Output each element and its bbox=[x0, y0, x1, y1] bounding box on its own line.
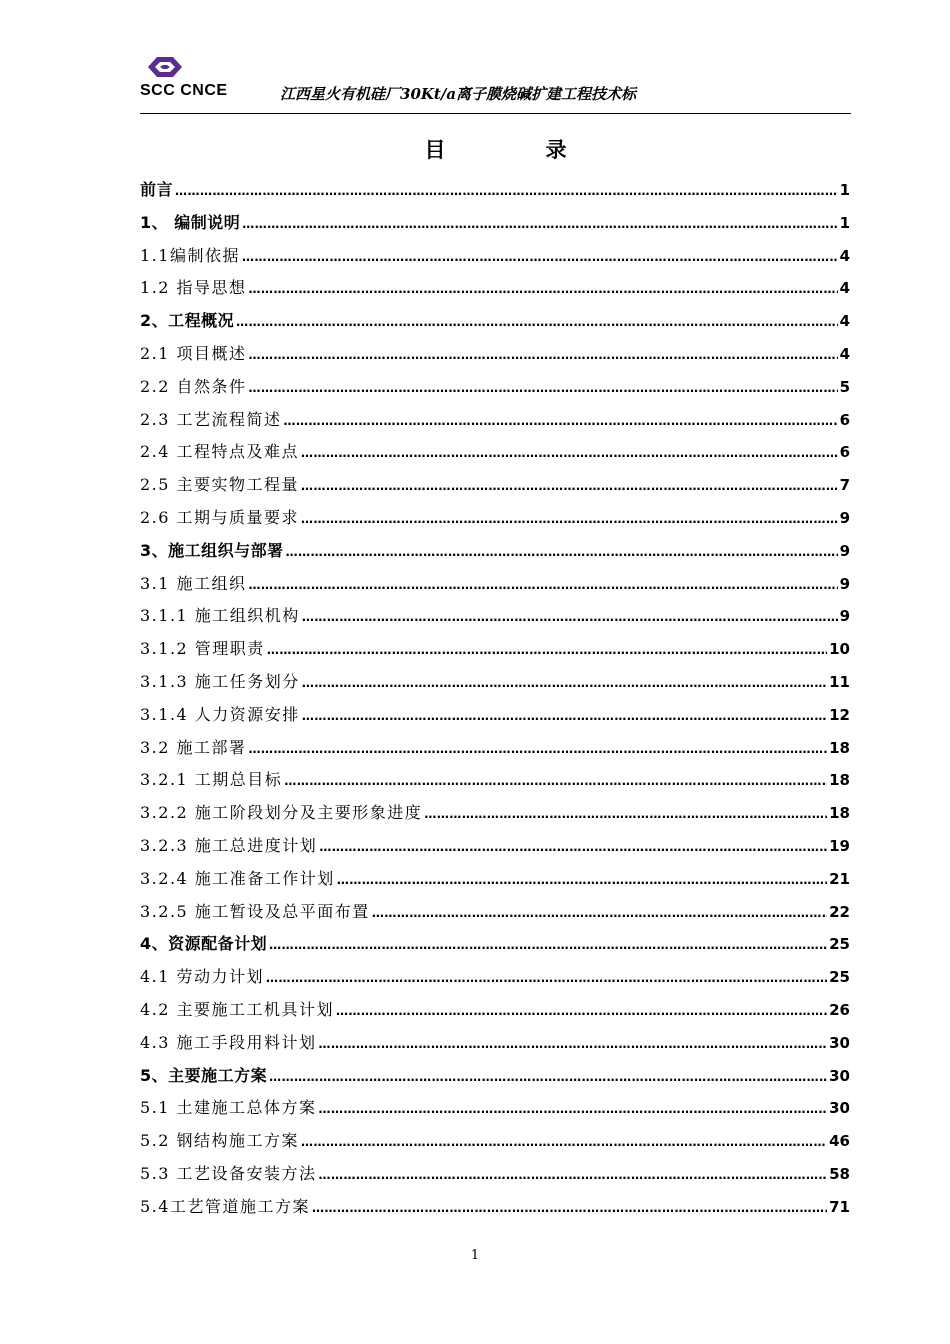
page-header bbox=[140, 50, 851, 114]
toc-entry-page: 46 bbox=[829, 1132, 850, 1151]
toc-entry[interactable] bbox=[140, 767, 850, 800]
toc-entry-label: 3.2.3 施工总进度计划 bbox=[140, 835, 318, 855]
toc-entry-page: 25 bbox=[829, 935, 850, 954]
toc-entry-page: 9 bbox=[839, 508, 850, 527]
toc-entry-label: 3.1.1 施工组织机构 bbox=[140, 606, 300, 626]
toc-entry-page: 71 bbox=[829, 1197, 850, 1216]
toc-entry-page: 18 bbox=[829, 804, 850, 823]
toc-entry-label: 4.2 主要施工工机具计划 bbox=[140, 999, 335, 1019]
toc-entry-label: 3.1.3 施工任务划分 bbox=[140, 671, 300, 691]
toc-entry[interactable] bbox=[140, 800, 850, 833]
toc-entry[interactable] bbox=[140, 636, 850, 669]
toc-entry-page: 30 bbox=[829, 1099, 850, 1118]
toc-entry-label: 5.1 土建施工总体方案 bbox=[140, 1098, 317, 1118]
toc-leader-dots bbox=[336, 1004, 827, 1018]
toc-leader-dots bbox=[372, 906, 827, 920]
toc-entry-label: 4、资源配备计划 bbox=[140, 934, 268, 954]
toc-entry-label: 1、 编制说明 bbox=[140, 212, 241, 232]
toc-entry-page: 21 bbox=[829, 869, 850, 888]
toc-leader-dots bbox=[301, 446, 838, 460]
toc-entry[interactable] bbox=[140, 1030, 850, 1063]
toc-entry-page: 6 bbox=[839, 410, 850, 429]
toc-entry-label: 2.6 工期与质量要求 bbox=[140, 507, 300, 527]
toc-leader-dots bbox=[337, 873, 827, 887]
toc-leader-dots bbox=[319, 1037, 828, 1051]
toc-leader-dots bbox=[269, 1070, 827, 1084]
toc-entry[interactable] bbox=[140, 997, 850, 1030]
toc-entry-label: 3.2.4 施工准备工作计划 bbox=[140, 868, 335, 888]
toc-leader-dots bbox=[301, 512, 838, 526]
toc-entry-label: 5、主要施工方案 bbox=[140, 1065, 268, 1085]
scc-logo-icon bbox=[144, 54, 186, 80]
toc-leader-dots bbox=[424, 807, 827, 821]
toc-leader-dots bbox=[284, 774, 827, 788]
toc-entry-label: 1.2 指导思想 bbox=[140, 278, 247, 298]
toc-leader-dots bbox=[302, 610, 838, 624]
toc-entry[interactable] bbox=[140, 702, 850, 735]
toc-entry[interactable] bbox=[140, 866, 850, 899]
toc-entry-page: 1 bbox=[839, 181, 850, 199]
toc-leader-dots bbox=[249, 578, 838, 592]
toc-entry-page: 30 bbox=[829, 1033, 850, 1052]
toc-leader-dots bbox=[242, 250, 838, 264]
toc-leader-dots bbox=[175, 184, 838, 198]
toc-leader-dots bbox=[249, 742, 828, 756]
toc-entry[interactable] bbox=[140, 275, 850, 308]
toc-leader-dots bbox=[286, 545, 838, 559]
toc-entry[interactable] bbox=[140, 374, 850, 407]
toc-leader-dots bbox=[284, 414, 838, 428]
toc-entry-page: 4 bbox=[839, 312, 850, 331]
toc-entry[interactable] bbox=[140, 1128, 850, 1161]
toc-entry[interactable] bbox=[140, 407, 850, 440]
toc-entry[interactable] bbox=[140, 669, 850, 702]
toc-entry[interactable] bbox=[140, 964, 850, 997]
toc-entry[interactable] bbox=[140, 735, 850, 768]
toc-entry-label: 5.2 钢结构施工方案 bbox=[140, 1131, 300, 1151]
toc-entry-label: 5.4工艺管道施工方案 bbox=[140, 1196, 310, 1216]
toc-entry-label: 2.2 自然条件 bbox=[140, 376, 247, 396]
toc-entry[interactable] bbox=[140, 571, 850, 604]
toc-entry-page: 1 bbox=[839, 213, 850, 232]
toc-entry[interactable] bbox=[140, 308, 850, 341]
header-divider bbox=[140, 113, 851, 114]
toc-leader-dots bbox=[267, 643, 827, 657]
toc-entry-page: 11 bbox=[829, 672, 850, 691]
toc-entry[interactable] bbox=[140, 210, 850, 243]
toc-entry[interactable] bbox=[140, 931, 850, 964]
toc-leader-dots bbox=[302, 676, 827, 690]
toc-leader-dots bbox=[249, 348, 838, 362]
toc-entry-page: 5 bbox=[839, 377, 850, 396]
document-title: 江西星火有机硅厂30Kt/a离子膜烧碱扩建工程技术标 bbox=[280, 85, 637, 103]
toc-entry-page: 26 bbox=[829, 1000, 850, 1019]
toc-entry[interactable] bbox=[140, 472, 850, 505]
toc-entry-page: 10 bbox=[829, 640, 850, 659]
toc-entry-label: 前言 bbox=[140, 180, 174, 199]
toc-entry-label: 2.1 项目概述 bbox=[140, 343, 247, 363]
toc-entry-page: 4 bbox=[839, 279, 850, 298]
toc-entry[interactable] bbox=[140, 1095, 850, 1128]
toc-leader-dots bbox=[319, 840, 827, 854]
toc-leader-dots bbox=[249, 282, 838, 296]
toc-entry-label: 5.3 工艺设备安装方法 bbox=[140, 1163, 317, 1183]
toc-leader-dots bbox=[301, 479, 838, 493]
toc-entry-label: 4.1 劳动力计划 bbox=[140, 967, 265, 987]
toc-entry[interactable] bbox=[140, 243, 850, 276]
toc-leader-dots bbox=[312, 1201, 827, 1215]
toc-entry-label: 3.1 施工组织 bbox=[140, 573, 247, 593]
toc-entry-page: 30 bbox=[829, 1066, 850, 1085]
toc-entry-label: 3、施工组织与部署 bbox=[140, 540, 284, 560]
table-of-contents bbox=[140, 177, 850, 1227]
toc-entry-page: 25 bbox=[829, 968, 850, 987]
toc-entry[interactable] bbox=[140, 833, 850, 866]
toc-entry-page: 7 bbox=[839, 476, 850, 495]
brand-name: SCC CNCE bbox=[140, 82, 228, 99]
toc-entry[interactable] bbox=[140, 177, 850, 210]
toc-entry[interactable] bbox=[140, 1194, 850, 1227]
toc-entry[interactable] bbox=[140, 341, 850, 374]
toc-entry-page: 9 bbox=[839, 607, 850, 626]
toc-entry[interactable] bbox=[140, 603, 850, 636]
toc-entry-label: 4.3 施工手段用料计划 bbox=[140, 1032, 317, 1052]
toc-entry-label: 3.2.1 工期总目标 bbox=[140, 770, 283, 790]
toc-leader-dots bbox=[319, 1168, 828, 1182]
toc-leader-dots bbox=[269, 938, 827, 952]
toc-entry-page: 12 bbox=[829, 705, 850, 724]
toc-entry-page: 18 bbox=[829, 771, 850, 790]
toc-entry[interactable] bbox=[140, 505, 850, 538]
toc-entry[interactable] bbox=[140, 1063, 850, 1096]
toc-entry-label: 1.1编制依据 bbox=[140, 245, 240, 265]
toc-entry-page: 4 bbox=[839, 246, 850, 265]
toc-entry-label: 3.2.5 施工暂设及总平面布置 bbox=[140, 901, 370, 921]
toc-leader-dots bbox=[302, 709, 827, 723]
toc-leader-dots bbox=[249, 381, 838, 395]
toc-entry-page: 4 bbox=[839, 344, 850, 363]
toc-entry-page: 18 bbox=[829, 738, 850, 757]
toc-entry-page: 58 bbox=[829, 1164, 850, 1183]
toc-entry-label: 3.1.4 人力资源安排 bbox=[140, 704, 300, 724]
toc-entry-page: 6 bbox=[839, 443, 850, 462]
toc-leader-dots bbox=[301, 1135, 827, 1149]
toc-entry[interactable] bbox=[140, 538, 850, 571]
toc-entry-label: 3.2 施工部署 bbox=[140, 737, 247, 757]
toc-entry-page: 19 bbox=[829, 836, 850, 855]
toc-entry[interactable] bbox=[140, 439, 850, 472]
page-number: 1 bbox=[470, 1248, 480, 1263]
toc-leader-dots bbox=[236, 315, 837, 329]
toc-entry-page: 9 bbox=[839, 541, 850, 560]
toc-entry-label: 2、工程概况 bbox=[140, 311, 235, 331]
toc-entry[interactable] bbox=[140, 1161, 850, 1194]
toc-heading: 目录 bbox=[424, 138, 667, 162]
toc-entry-label: 2.4 工程特点及难点 bbox=[140, 442, 300, 462]
toc-entry-label: 3.2.2 施工阶段划分及主要形象进度 bbox=[140, 803, 423, 823]
toc-entry-label: 2.3 工艺流程简述 bbox=[140, 409, 282, 429]
toc-leader-dots bbox=[266, 971, 827, 985]
toc-leader-dots bbox=[242, 217, 837, 231]
toc-entry-page: 9 bbox=[839, 574, 850, 593]
toc-entry[interactable] bbox=[140, 899, 850, 932]
toc-entry-label: 2.5 主要实物工程量 bbox=[140, 475, 300, 495]
toc-entry-page: 22 bbox=[829, 902, 850, 921]
toc-entry-label: 3.1.2 管理职责 bbox=[140, 639, 265, 659]
toc-leader-dots bbox=[319, 1102, 828, 1116]
